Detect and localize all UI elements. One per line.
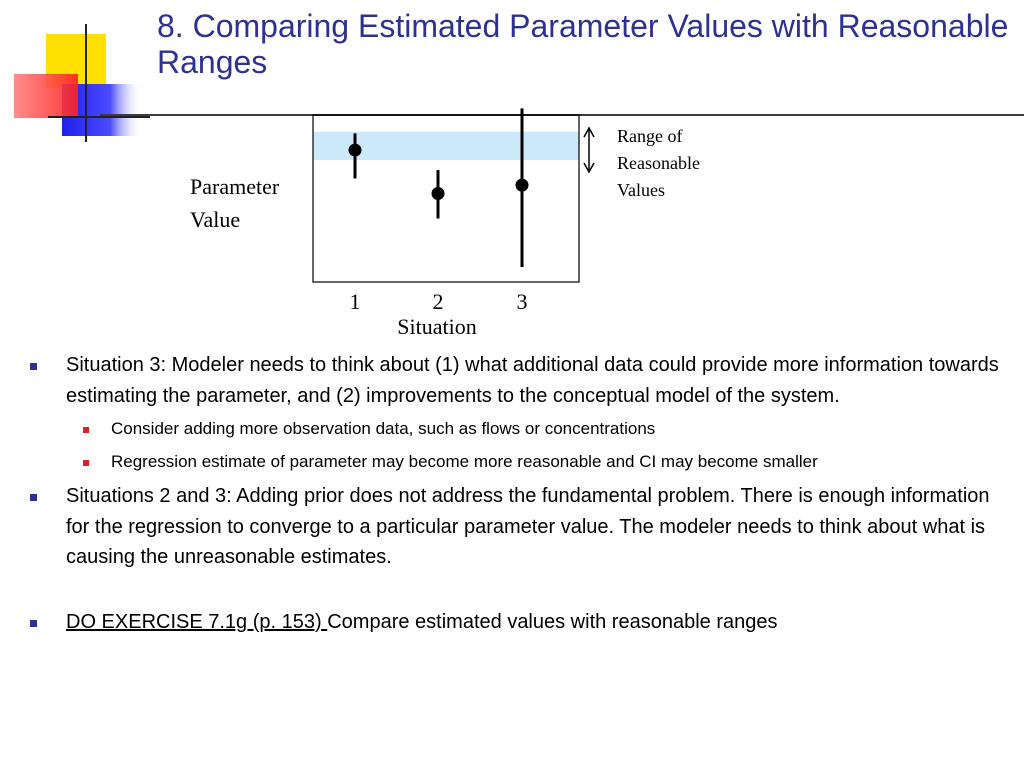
y-axis-label-line2: Value	[190, 207, 241, 232]
y-axis-label-line1: Parameter	[190, 174, 280, 199]
range-label-line3: Values	[617, 180, 665, 200]
bullet-item-exercise	[28, 607, 1003, 638]
x-tick-label-2: 2	[432, 289, 444, 314]
range-label-line2: Reasonable	[617, 153, 700, 173]
sub-bullet-item	[66, 449, 1003, 475]
sub-bullet-item	[66, 416, 1003, 442]
x-tick-label-1: 1	[349, 289, 361, 314]
estimate-point-3	[516, 179, 529, 192]
parameter-range-figure	[0, 0, 1024, 345]
estimate-point-2	[432, 187, 445, 200]
sub-bullet-text: Regression estimate of parameter may become more reasonable and CI may become smaller	[111, 451, 818, 471]
exercise-text: Compare estimated values with reasonable ranges	[327, 610, 778, 633]
sub-bullet-list	[66, 416, 1003, 474]
x-axis-label: Situation	[397, 314, 477, 339]
x-tick-labels	[350, 289, 528, 314]
estimate-point-1	[349, 144, 362, 157]
bullet-list	[28, 350, 1003, 637]
bullet-text: Situation 3: Modeler needs to think about (1) what additional data could provide more information towards estimating the parameter, and (2) improvements to the conceptual model of the system.	[66, 354, 999, 407]
bullet-item-situation-3	[28, 350, 1003, 474]
slide-title: 8. Comparing Estimated Parameter Values with Reasonable Ranges	[157, 8, 1009, 80]
bullet-item-situations-2-3	[28, 481, 1003, 573]
sub-bullet-text: Consider adding more observation data, such as flows or concentrations	[111, 419, 656, 438]
bullet-text: Situations 2 and 3: Adding prior does not address the fundamental problem. There is enough information for the regression to converge to a particular parameter value. The modeler needs to think about what is causing the unreasonable estimates.	[66, 485, 990, 568]
range-label-line1: Range of	[617, 126, 683, 146]
range-arrow	[584, 128, 594, 172]
exercise-link[interactable]: DO EXERCISE 7.1g (p. 153)	[66, 610, 328, 633]
x-tick-label-3: 3	[516, 289, 528, 314]
